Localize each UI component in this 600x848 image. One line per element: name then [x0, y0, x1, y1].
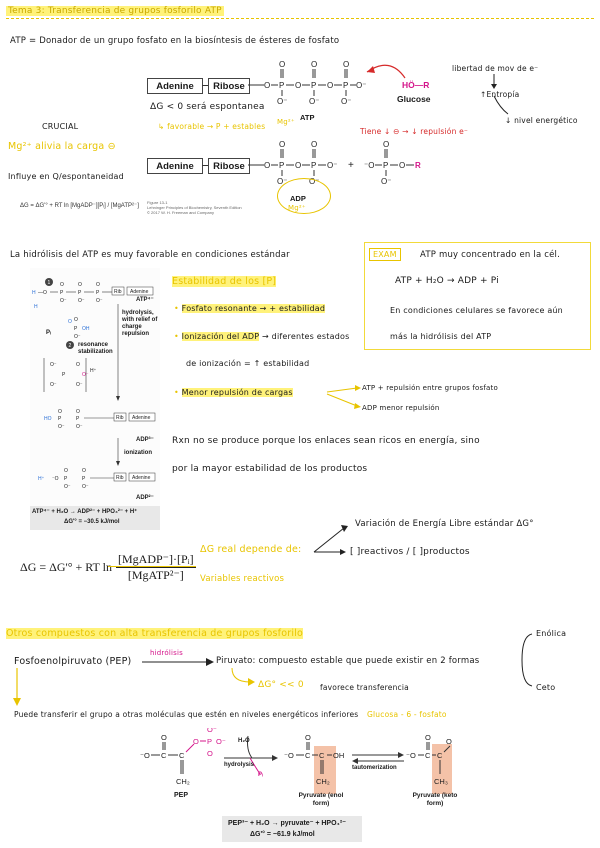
figure-credit-3: © 2017 W. H. Freeman and Company: [147, 210, 214, 215]
exam-line-2: ATP + H₂O → ADP + Pi: [395, 276, 499, 286]
svg-text:O: O: [161, 733, 167, 742]
svg-text:P: P: [383, 161, 389, 170]
libertad-note: libertad de mov de e⁻: [452, 64, 539, 73]
exam-text: EXAM: [373, 250, 397, 259]
svg-text:O: O: [279, 60, 286, 69]
svg-text:O⁻: O⁻: [78, 298, 85, 304]
svg-text:O⁻: O⁻: [327, 161, 338, 170]
fig-adp3-label: ADP³⁻: [136, 437, 154, 443]
fig-hydrolysis-label-3: hydrolysis: [224, 762, 255, 768]
svg-text:⁻O: ⁻O: [284, 751, 294, 760]
exam-label: [369, 248, 401, 261]
svg-text:O: O: [399, 161, 406, 170]
hidrolisis-arrow-label: hidrólisis: [150, 649, 183, 657]
svg-text:O⁻: O⁻: [309, 97, 320, 106]
bullet-ionizacion-cont: de ionización = ↑ estabilidad: [186, 359, 310, 368]
svg-text:O: O: [264, 161, 271, 170]
pep-to-pyruvate-arrow: [140, 656, 216, 668]
dg-real-label: ΔG real depende de:: [200, 544, 302, 555]
svg-text:O: O: [264, 81, 271, 90]
svg-text:CH₂: CH₂: [316, 777, 330, 786]
svg-text:C: C: [305, 751, 311, 760]
svg-text:O⁻: O⁻: [96, 298, 103, 304]
svg-text:O: O: [193, 737, 199, 746]
estabilidad-text: Estabilidad de los [P]: [172, 276, 277, 287]
exam-line-4: más la hidrólisis del ATP: [390, 332, 492, 341]
svg-text:P: P: [62, 372, 66, 378]
svg-text:H⁺: H⁺: [38, 476, 45, 482]
svg-text:O: O: [74, 317, 78, 323]
equation-denominator: [MgATP²⁻]: [127, 568, 184, 582]
atp-hydrolysis-figure: [30, 268, 160, 530]
svg-text:P: P: [96, 290, 100, 296]
variables-label: Variables reactivos: [200, 574, 285, 584]
equation-underline: [108, 566, 196, 567]
section3-heading-text: Otros compuestos con alta transferencia de grupos fosforilo: [6, 628, 304, 639]
svg-text:P: P: [343, 81, 349, 90]
svg-text:O: O: [279, 140, 286, 149]
bullet-ionizacion: • Ionización del ADP → diferentes estados: [174, 332, 350, 341]
section3-heading: [6, 628, 303, 639]
svg-text:Adenine: Adenine: [132, 475, 151, 481]
dg-branch-arrow: [228, 666, 258, 688]
dg-note-text: ΔG < 0 será espontanea: [150, 102, 265, 112]
svg-text:O⁻: O⁻: [76, 424, 83, 430]
ribose-box-2: Ribose: [208, 158, 250, 174]
atp-definition: ATP = Donador de un grupo fosfato en la biosíntesis de ésteres de fosfato: [10, 36, 340, 46]
figure-credit-1: Figure 13-1: [147, 200, 168, 205]
fig-dg: ΔG'° = −30.5 kJ/mol: [64, 519, 120, 525]
fig-pi-label: Pᵢ: [46, 330, 51, 336]
svg-text:H: H: [34, 304, 38, 310]
svg-text:O: O: [76, 362, 80, 368]
svg-text:O⁻: O⁻: [50, 362, 57, 368]
fig-resonance-label: resonance stabilization: [78, 342, 113, 355]
title-text: Tema 3: Transferencia de grupos fosforilo ATP: [8, 6, 222, 16]
dg-spontaneous-note: [150, 102, 265, 112]
repulsion-arrows: [325, 384, 365, 414]
svg-text:O⁻: O⁻: [277, 177, 288, 186]
svg-text:O: O: [311, 60, 318, 69]
svg-text:O: O: [305, 733, 311, 742]
svg-text:O: O: [207, 749, 213, 758]
svg-text:O⁻: O⁻: [64, 484, 71, 490]
svg-text:O⁻: O⁻: [82, 372, 89, 378]
bullet-repulsion: • Menor repulsión de cargas: [174, 388, 293, 397]
svg-text:H: H: [32, 290, 36, 296]
svg-text:P: P: [311, 81, 317, 90]
mg-small-label: Mg²⁺: [277, 118, 295, 126]
ribose-box: Ribose: [208, 78, 250, 94]
fig-h2o-label: H₂O: [238, 738, 250, 744]
fig-pi-label-3: Pᵢ: [258, 772, 263, 778]
dg-real-arrows: [312, 522, 352, 566]
svg-text:O: O: [60, 282, 64, 288]
svg-text:O: O: [327, 81, 334, 90]
svg-text:O⁻: O⁻: [207, 728, 217, 734]
svg-text:P: P: [279, 161, 285, 170]
svg-text:O: O: [68, 319, 72, 325]
puede-text: Puede transferir el grupo a otras moléculas que estén en niveles energéticos inferiores: [14, 710, 359, 719]
svg-text:O⁻: O⁻: [341, 97, 352, 106]
fig-atp4-label: ATP⁴⁻: [136, 297, 154, 303]
glucose-label: Glucose: [397, 94, 431, 104]
svg-text:O: O: [96, 282, 100, 288]
bullet-repulsion-text: Menor repulsión de cargas: [181, 388, 293, 397]
adenine-box-2: Adenine: [147, 158, 203, 174]
svg-text:O⁻: O⁻: [74, 334, 81, 340]
svg-text:O: O: [295, 81, 302, 90]
rxn-line-1: Rxn no se produce porque los enlaces sean ricos en energía, sino: [172, 436, 480, 446]
favorece-label: favorece transferencia: [320, 683, 409, 692]
svg-text:O⁻: O⁻: [58, 424, 65, 430]
tiene-note: Tiene ↓ ⊖ → ↓ repulsión e⁻: [360, 127, 469, 136]
svg-text:O⁻: O⁻: [309, 177, 320, 186]
crucial-label: CRUCIAL: [42, 122, 79, 131]
ho-r-group: HÖ—R: [402, 80, 430, 90]
atp-figure: [145, 58, 445, 218]
svg-text:O: O: [64, 468, 68, 474]
svg-text:O⁻: O⁻: [216, 737, 226, 746]
nivel-note: ↓ nivel energético: [505, 116, 578, 125]
svg-text:O: O: [76, 409, 80, 415]
svg-text:O⁻: O⁻: [356, 81, 367, 90]
svg-text:2: 2: [68, 343, 72, 349]
svg-text:P: P: [207, 737, 213, 746]
svg-text:O: O: [425, 733, 431, 742]
adenine-box: Adenine: [147, 78, 203, 94]
hidrolisis-statement: La hidrólisis del ATP es muy favorable en condiciones estándar: [10, 250, 290, 260]
piruvato-statement: Piruvato: compuesto estable que puede existir en 2 formas: [216, 656, 480, 666]
bullet-ionizacion-b: → diferentes estados: [262, 332, 350, 341]
svg-text:OH: OH: [82, 326, 90, 332]
main-equation: [20, 552, 196, 583]
page-title: [6, 6, 224, 16]
svg-text:Adenine: Adenine: [132, 415, 151, 421]
glucosa-text: Glucosa - 6 - fosfato: [367, 710, 447, 719]
dg-negative-label: ΔG° << 0: [258, 680, 304, 690]
pep-figure: [138, 728, 458, 844]
svg-text:C: C: [437, 751, 443, 760]
svg-text:⁻O: ⁻O: [364, 161, 375, 170]
svg-text:⁻O: ⁻O: [140, 751, 150, 760]
svg-text:Adenine: Adenine: [130, 289, 149, 295]
svg-text:O⁻: O⁻: [50, 382, 57, 388]
adp-phosphate-chain: [248, 138, 448, 193]
svg-text:⁻O: ⁻O: [406, 751, 416, 760]
svg-text:O: O: [383, 140, 390, 149]
fig-hydrolysis-label: hydrolysis, with relief of charge repulsion: [122, 310, 158, 337]
svg-text:O: O: [78, 282, 82, 288]
svg-text:⁻O: ⁻O: [52, 476, 59, 482]
enolica-label: Enólica: [536, 629, 567, 638]
fig-keto-label: Pyruvate (keto form): [412, 792, 458, 807]
svg-text:C: C: [161, 751, 167, 760]
atp-label: ATP: [300, 113, 315, 122]
small-equation: ΔG = ΔG'° + RT ln [MgADP⁻][Pᵢ] / [MgATP²⁻]: [20, 203, 139, 209]
fig-ionization-label: ionization: [124, 450, 152, 456]
svg-text:Rib: Rib: [116, 475, 124, 481]
pep-equation: PEP³⁻ + H₂O → pyruvate⁻ + HPO₄²⁻: [228, 820, 346, 827]
favorable-note: ↳ favorable → P + estables: [158, 122, 266, 131]
svg-text:OH: OH: [333, 751, 345, 760]
svg-text:O⁻: O⁻: [76, 382, 83, 388]
influye-note: Influye en Q/espontaneidad: [8, 172, 124, 181]
svg-text:O: O: [82, 468, 86, 474]
figure-credit-2: Lehninger Principles of Biochemistry, Seventh Edition: [147, 205, 242, 210]
svg-text:1: 1: [47, 280, 51, 286]
svg-text:Rib: Rib: [116, 415, 124, 421]
forms-brace: [516, 632, 536, 690]
fig-tautomerization-label: tautomerization: [352, 765, 397, 771]
svg-text:O⁻: O⁻: [277, 97, 288, 106]
exam-line-1: ATP muy concentrado en la cél.: [420, 250, 561, 260]
svg-text:O⁻: O⁻: [82, 484, 89, 490]
repulsion-atp: ATP + repulsión entre grupos fosfato: [362, 384, 498, 392]
exam-line-3: En condiciones celulares se favorece aún: [390, 306, 563, 315]
fig-equation: ATP⁴⁻ + H₂O → ADP²⁻ + HPO₄²⁻ + H⁺: [32, 509, 138, 515]
ceto-label: Ceto: [536, 683, 556, 692]
pep-down-arrow: [10, 666, 24, 708]
svg-text:O: O: [58, 409, 62, 415]
svg-text:CH₂: CH₂: [176, 777, 190, 786]
pep-dg: ΔG'° = −61.9 kJ/mol: [250, 831, 315, 838]
equation-numerator: [MgADP⁻]·[Pᵢ]: [118, 552, 194, 566]
svg-text:P: P: [74, 326, 78, 332]
svg-text:CH₃: CH₃: [434, 777, 448, 786]
svg-text:P: P: [311, 161, 317, 170]
svg-text:O⁻: O⁻: [60, 298, 67, 304]
mg-small-label-2: Mg²⁺: [288, 204, 306, 212]
equation-lhs: ΔG = ΔG'° + RT ln: [20, 560, 112, 574]
dg-var-2: [ ]reactivos / [ ]productos: [350, 547, 470, 557]
svg-text:—O: —O: [38, 290, 47, 296]
svg-text:O: O: [446, 737, 452, 746]
svg-text:P: P: [279, 81, 285, 90]
svg-text:O: O: [295, 161, 302, 170]
fig-pep-label: PEP: [174, 792, 189, 799]
mg-alivia-note: Mg²⁺ alivia la carga ⊖: [8, 141, 116, 152]
svg-text:R: R: [415, 161, 421, 170]
svg-text:P: P: [82, 476, 86, 482]
svg-text:C: C: [425, 751, 431, 760]
svg-text:O: O: [343, 60, 350, 69]
svg-text:+: +: [348, 160, 354, 171]
svg-text:P: P: [76, 416, 80, 422]
svg-text:HO: HO: [44, 416, 52, 422]
equation-fraction: [116, 552, 196, 583]
pep-label: Fosfoenolpiruvato (PEP): [14, 656, 132, 667]
puede-statement: [14, 710, 447, 719]
svg-text:O⁻: O⁻: [381, 177, 392, 186]
bullet-fosfato-text: Fosfato resonante → + estabilidad: [181, 304, 326, 313]
bullet-fosfato: • Fosfato resonante → + estabilidad: [174, 304, 326, 313]
svg-text:P: P: [58, 416, 62, 422]
rxn-line-2: por la mayor estabilidad de los productos: [172, 464, 368, 474]
hydrolysis-diagram: [30, 268, 160, 518]
title-underline: [6, 18, 594, 19]
bullet-ionizacion-a: Ionización del ADP: [181, 332, 260, 341]
libertad-arrows: [470, 72, 530, 122]
adp-label: ADP: [290, 194, 306, 203]
fig-enol-label: Pyruvate (enol form): [298, 792, 344, 807]
svg-text:Rib: Rib: [114, 289, 122, 295]
svg-text:P: P: [60, 290, 64, 296]
entropia-note: ↑Entropía: [480, 90, 520, 99]
dg-var-1: Variación de Energía Libre estándar ΔG°: [355, 519, 534, 529]
repulsion-adp: ADP menor repulsión: [362, 404, 440, 412]
svg-text:P: P: [78, 290, 82, 296]
fig-adp2-label: ADP²⁻: [136, 495, 154, 501]
svg-text:C: C: [179, 751, 185, 760]
svg-text:O: O: [311, 140, 318, 149]
estabilidad-heading: [172, 276, 276, 287]
svg-text:P: P: [64, 476, 68, 482]
svg-text:H⁺: H⁺: [90, 368, 97, 374]
svg-text:C: C: [319, 751, 325, 760]
